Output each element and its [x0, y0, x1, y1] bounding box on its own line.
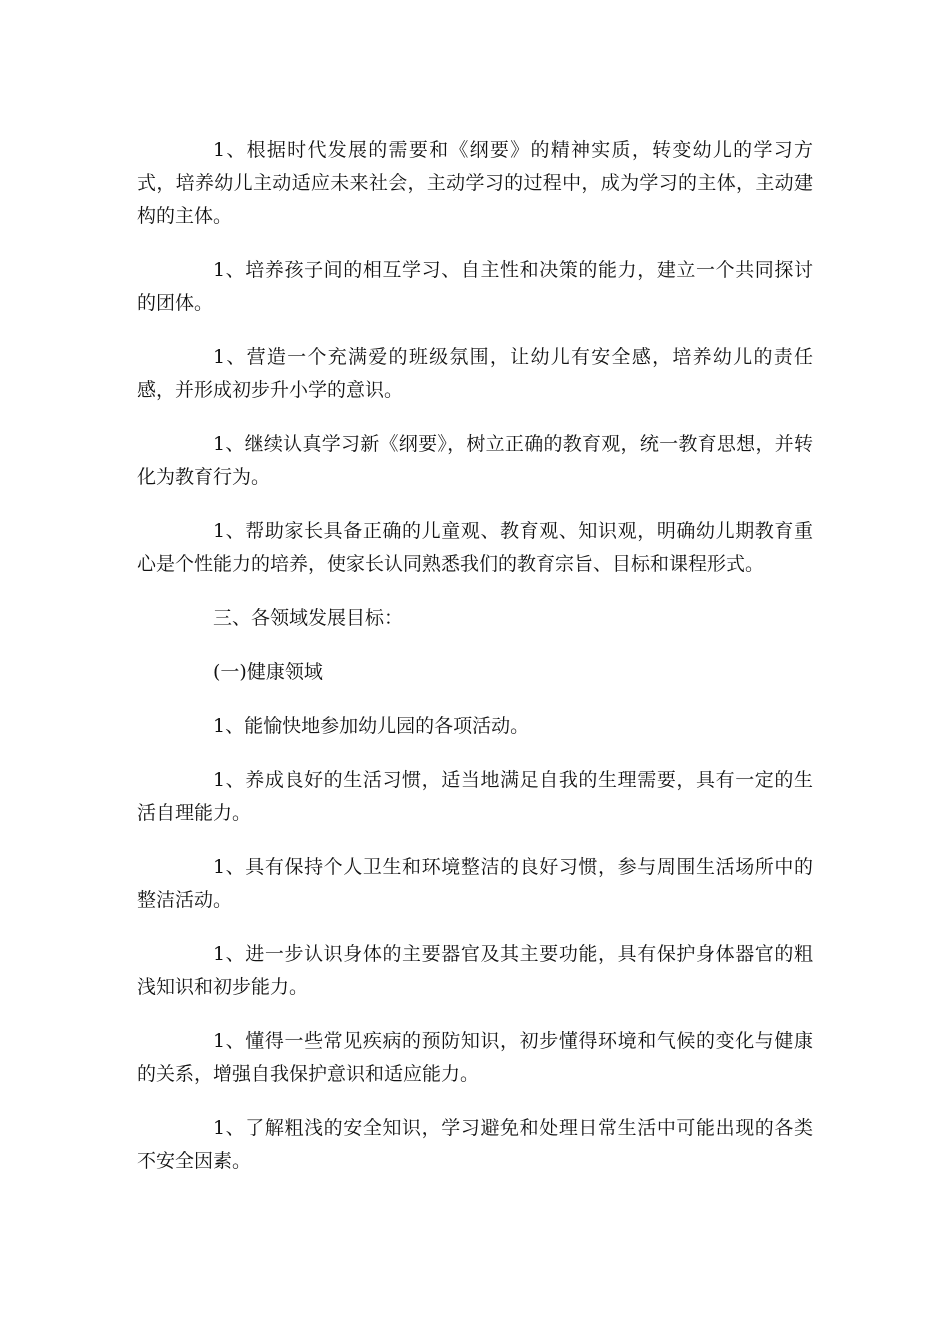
paragraph-12: 1、懂得一些常见疾病的预防知识，初步懂得环境和气候的变化与健康的关系，增强自我保护意识和适应能力。 [137, 1030, 813, 1085]
paragraph-13: 1、了解粗浅的安全知识，学习避免和处理日常生活中可能出现的各类不安全因素。 [137, 1117, 813, 1172]
paragraph-9: 1、养成良好的生活习惯，适当地满足自我的生理需要，具有一定的生活自理能力。 [137, 769, 813, 824]
paragraph-10: 1、具有保持个人卫生和环境整洁的良好习惯，参与周围生活场所中的整洁活动。 [137, 856, 813, 911]
paragraph-11: 1、进一步认识身体的主要器官及其主要功能，具有保护身体器官的粗浅知识和初步能力。 [137, 943, 813, 998]
paragraph-1: 1、根据时代发展的需要和《纲要》的精神实质，转变幼儿的学习方式，培养幼儿主动适应未来社会，主动学习的过程中，成为学习的主体，主动建构的主体。 [137, 139, 813, 227]
subsection-heading-health: (一)健康领域 [213, 661, 323, 683]
paragraph-2: 1、培养孩子间的相互学习、自主性和决策的能力，建立一个共同探讨的团体。 [137, 259, 813, 314]
paragraph-3: 1、营造一个充满爱的班级氛围，让幼儿有安全感，培养幼儿的责任感，并形成初步升小学的意识。 [137, 346, 813, 401]
paragraph-8: 1、能愉快地参加幼儿园的各项活动。 [213, 715, 530, 737]
paragraph-5: 1、帮助家长具备正确的儿童观、教育观、知识观，明确幼儿期教育重心是个性能力的培养，使家长认同熟悉我们的教育宗旨、目标和课程形式。 [137, 520, 813, 575]
document-body [137, 134, 813, 1199]
section-heading-domain-goals: 三、各领域发展目标： [213, 607, 404, 629]
paragraph-4: 1、继续认真学习新《纲要》，树立正确的教育观，统一教育思想，并转化为教育行为。 [137, 433, 813, 488]
